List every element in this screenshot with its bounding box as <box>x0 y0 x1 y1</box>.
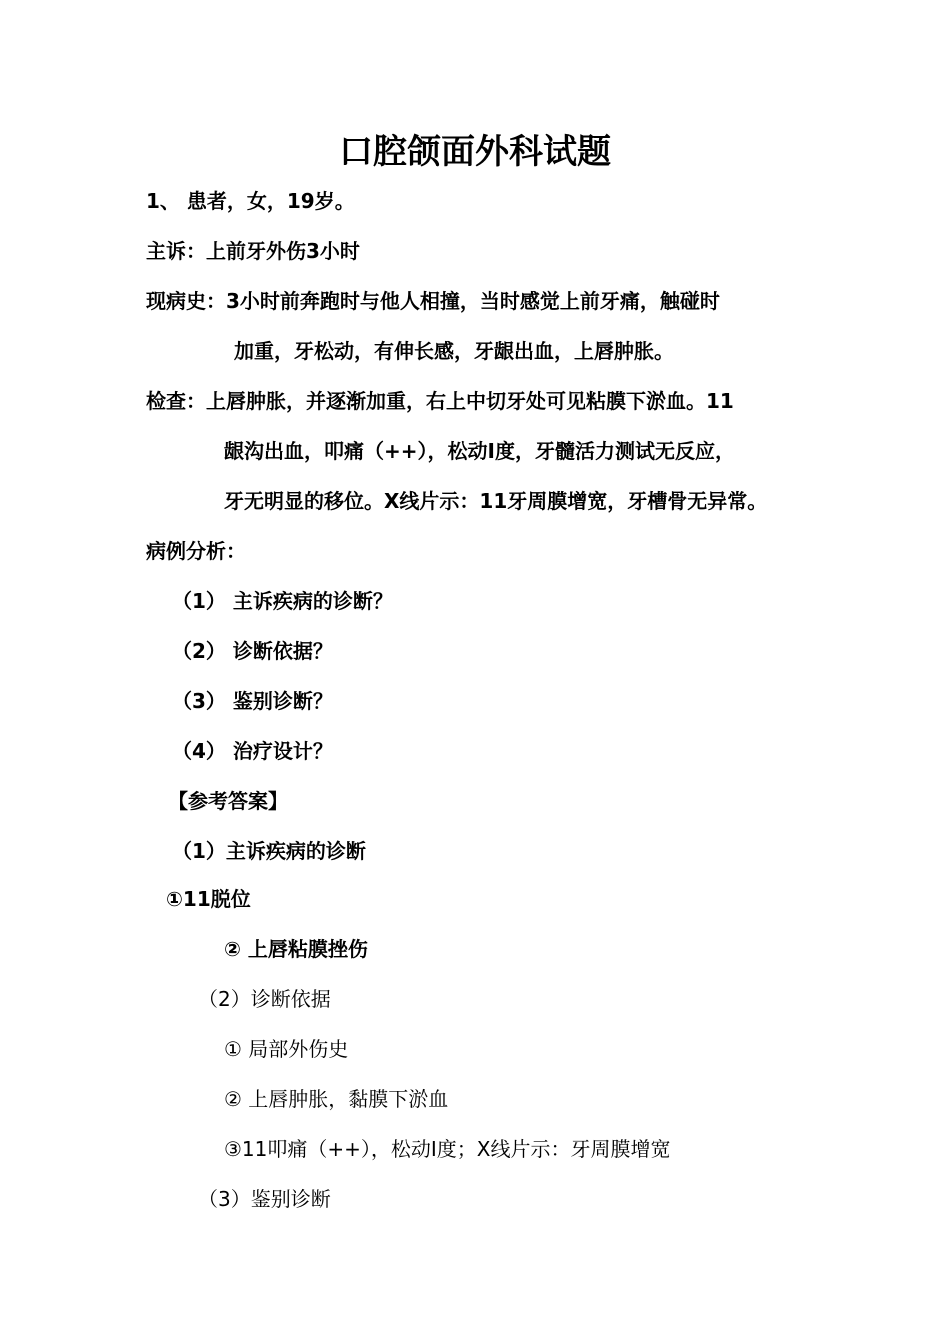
answer-1-heading: （1）主诉疾病的诊断 <box>172 839 366 863</box>
question-1: （1） 主诉疾病的诊断？ <box>172 589 393 613</box>
examination-line-2: 龈沟出血，叩痛（++），松动I度，牙髓活力测试无反应， <box>224 439 735 463</box>
answer-2-item-2: ② 上唇肿胀，黏膜下淤血 <box>224 1087 449 1111</box>
reference-answer-heading: 【参考答案】 <box>168 789 288 813</box>
present-illness-line-1: 现病史：3小时前奔跑时与他人相撞，当时感觉上前牙痛，触碰时 <box>146 289 720 313</box>
document-title: 口腔颌面外科试题 <box>339 132 611 172</box>
answer-2-item-3: ③11叩痛（++），松动Ⅰ度；X线片示：牙周膜增宽 <box>224 1137 671 1161</box>
answer-2-item-1: ① 局部外伤史 <box>224 1037 349 1061</box>
answer-3-heading: （3）鉴别诊断 <box>198 1187 331 1211</box>
answer-2-heading: （2）诊断依据 <box>198 987 331 1011</box>
examination-line-1: 检查：上唇肿胀，并逐渐加重，右上中切牙处可见粘膜下淤血。11 <box>146 389 734 413</box>
question-4: （4） 治疗设计？ <box>172 739 333 763</box>
examination-line-3: 牙无明显的移位。X线片示：11牙周膜增宽，牙槽骨无异常。 <box>224 489 768 513</box>
chief-complaint: 主诉：上前牙外伤3小时 <box>146 239 360 263</box>
answer-1-item-2: ② 上唇粘膜挫伤 <box>224 937 368 961</box>
question-number-patient-info: 1、 患者，女，19岁。 <box>146 189 355 213</box>
question-3: （3） 鉴别诊断？ <box>172 689 333 713</box>
present-illness-line-2: 加重，牙松动，有伸长感，牙龈出血，上唇肿胀。 <box>234 339 674 363</box>
answer-1-item-1: ①11脱位 <box>166 887 251 911</box>
case-analysis-heading: 病例分析： <box>146 539 246 563</box>
question-2: （2） 诊断依据？ <box>172 639 333 663</box>
